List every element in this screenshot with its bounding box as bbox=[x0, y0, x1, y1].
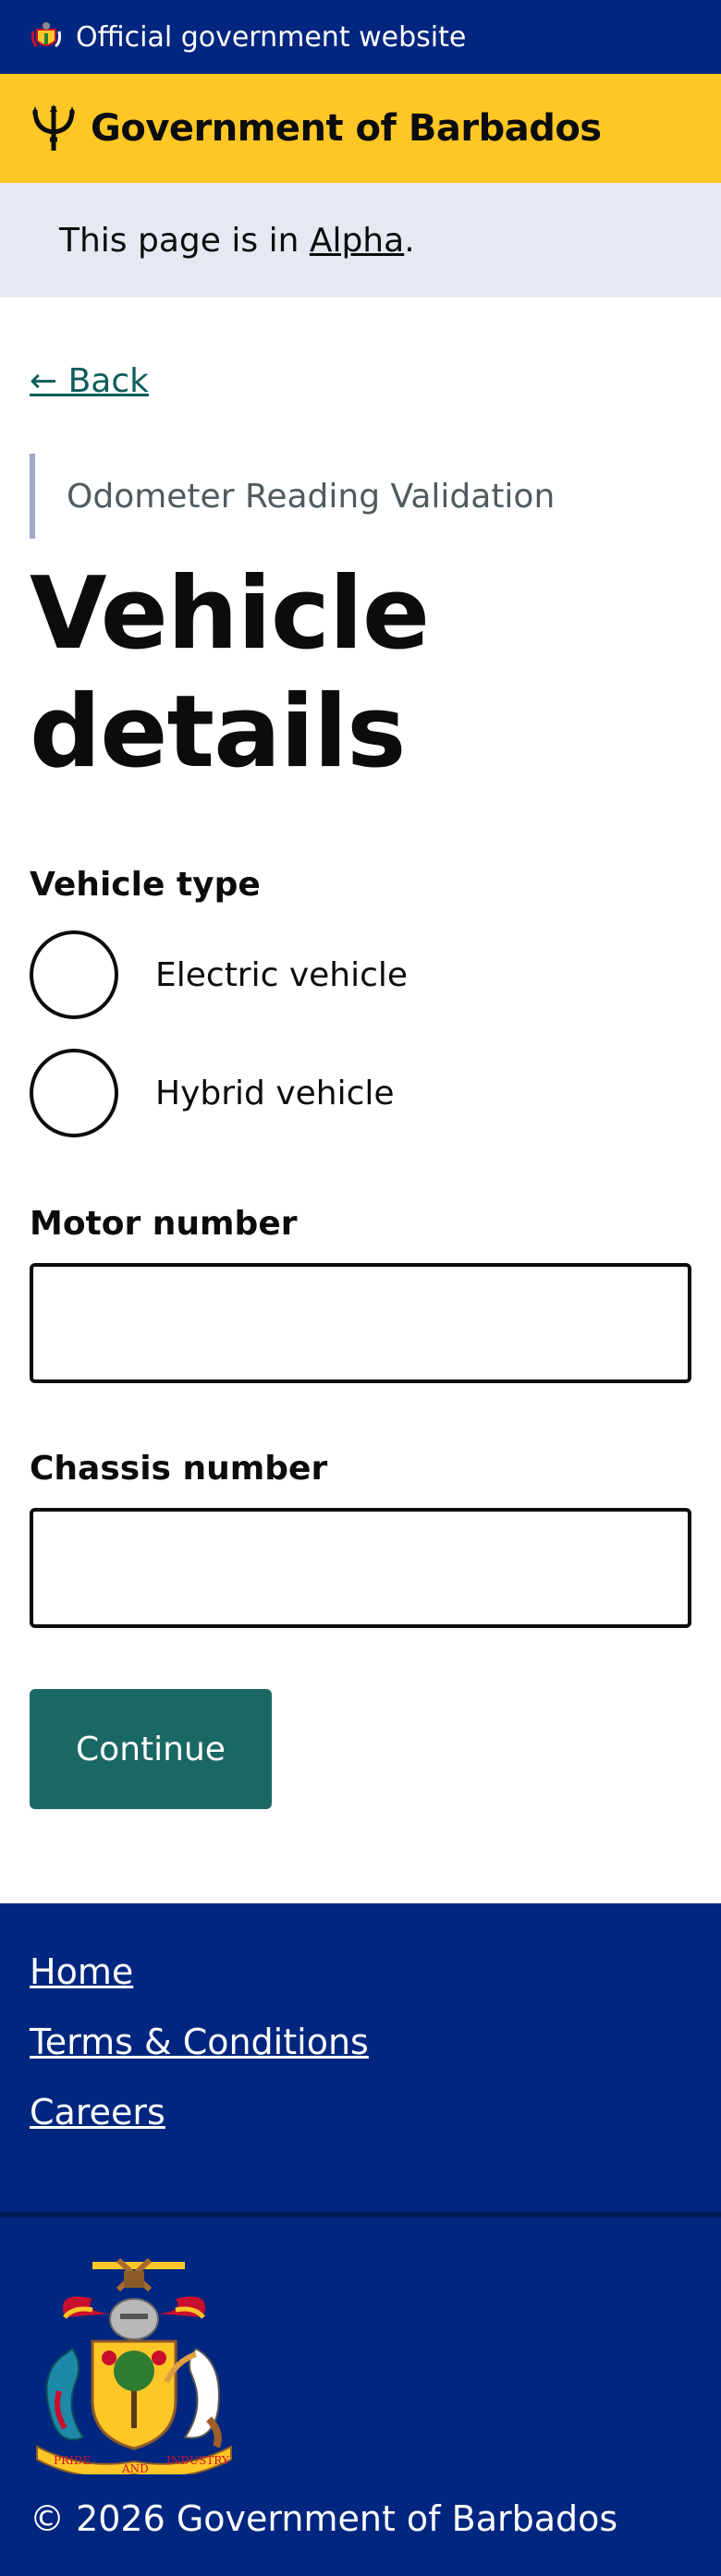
page-title-line1: Vehicle bbox=[30, 556, 430, 672]
phase-banner bbox=[0, 183, 721, 298]
trident-icon bbox=[30, 103, 78, 154]
motor-number-input[interactable] bbox=[30, 1263, 691, 1383]
site-header bbox=[0, 74, 721, 183]
page-title-line2: details bbox=[30, 674, 406, 790]
phase-banner-suffix: . bbox=[404, 221, 415, 260]
radio-button[interactable] bbox=[30, 1049, 118, 1137]
motor-number-label: Motor number bbox=[30, 1205, 298, 1243]
coat-of-arms-icon bbox=[28, 2253, 240, 2474]
continue-button[interactable]: Continue bbox=[30, 1689, 272, 1809]
page-caption: Odometer Reading Validation bbox=[30, 454, 691, 539]
radio-label-hybrid[interactable]: Hybrid vehicle bbox=[155, 1074, 395, 1112]
phase-link[interactable]: Alpha bbox=[309, 221, 405, 260]
back-link[interactable]: ← Back bbox=[30, 362, 150, 400]
motto-word-industry: INDUSTRY bbox=[166, 2454, 229, 2467]
main-content bbox=[0, 298, 721, 1809]
radio-label-electric[interactable]: Electric vehicle bbox=[155, 955, 409, 994]
motto-word-and: AND bbox=[122, 2462, 149, 2474]
page-title bbox=[30, 555, 691, 792]
vehicle-type-legend: Vehicle type bbox=[30, 866, 261, 904]
barbados-crest-icon bbox=[30, 20, 63, 54]
footer-link-terms[interactable]: Terms & Conditions bbox=[30, 2022, 369, 2062]
site-footer bbox=[0, 1903, 721, 2576]
chassis-number-label: Chassis number bbox=[30, 1450, 328, 1488]
radio-hybrid-vehicle[interactable] bbox=[30, 1048, 691, 1138]
official-website-text: Official government website bbox=[76, 20, 467, 54]
footer-nav bbox=[0, 1903, 721, 2218]
site-title[interactable]: Government of Barbados bbox=[91, 107, 602, 150]
copyright-text: © 2026 Government of Barbados bbox=[30, 2498, 618, 2539]
motto-word-pride: PRIDE bbox=[54, 2454, 92, 2467]
radio-button[interactable] bbox=[30, 930, 118, 1019]
radio-electric-vehicle[interactable] bbox=[30, 930, 691, 1020]
footer-link-careers[interactable]: Careers bbox=[30, 2092, 165, 2132]
footer-link-home[interactable]: Home bbox=[30, 1951, 134, 1992]
phase-banner-prefix: This page is in bbox=[59, 221, 310, 260]
official-website-bar bbox=[0, 0, 721, 74]
chassis-number-input[interactable] bbox=[30, 1508, 691, 1628]
